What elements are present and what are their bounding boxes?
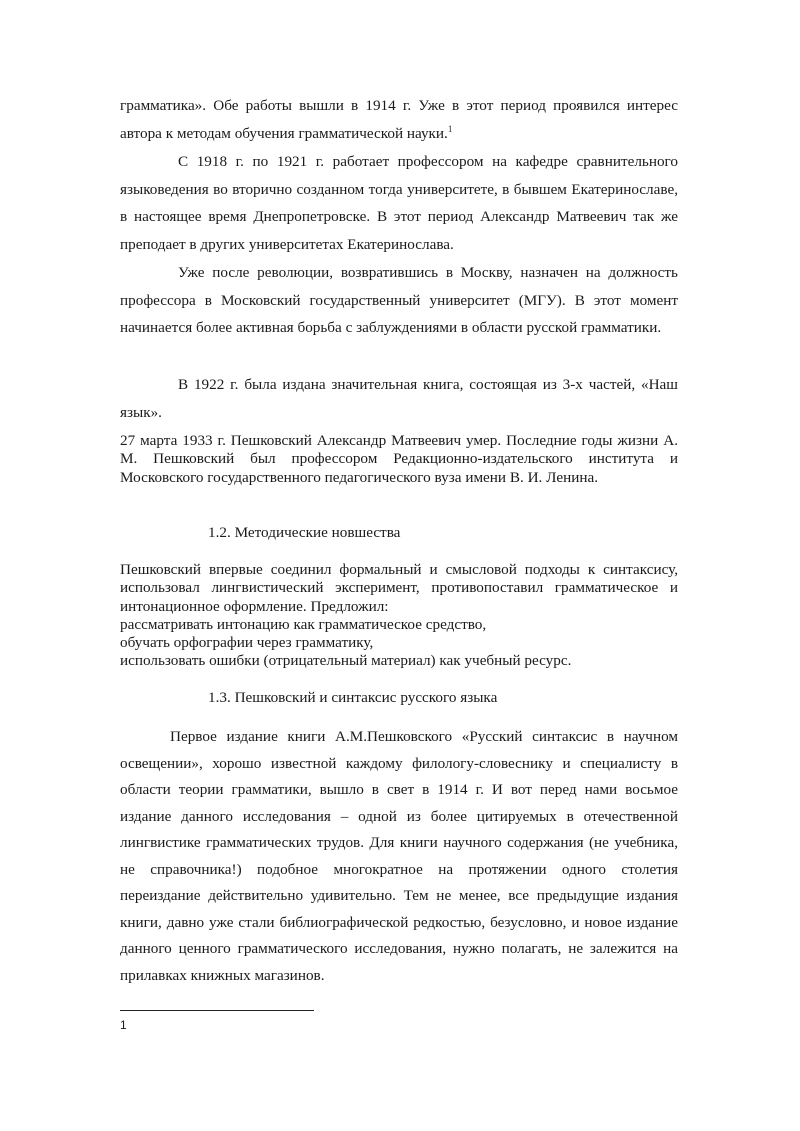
footnote-number: 1 <box>120 1018 127 1032</box>
paragraph-methods <box>120 561 678 671</box>
footnote <box>120 1016 127 1034</box>
section-heading-1-2: 1.2. Методические новшества <box>208 524 401 541</box>
paragraph-1918: С 1918 г. по 1921 г. работает профессором на кафедре сравнительного языковедения во вторично созданном тогда университете, в бывшем Екатеринославе, в настоящее время Днепропетровске. В этот период Александр Матвеевич так же преподает в других университетах Екатеринослава. <box>120 153 678 253</box>
methods-list-item: рассматривать интонацию как грамматическое средство, <box>120 615 487 633</box>
paragraph-death: 27 марта 1933 г. Пешковский Александр Матвеевич умер. Последние годы жизни А. М. Пешковский был профессором Редакционно-издательского института и Московского государственного педагогического вуза имени В. И. Ленина. <box>120 432 678 486</box>
paragraph-1922: В 1922 г. была издана значительная книга, состоящая из 3-х частей, «Наш язык». <box>120 376 678 421</box>
paragraph-syntax: Первое издание книги А.М.Пешковского «Русский синтаксис в научном освещении», хорошо известной каждому филологу-словеснику и специалисту в области теории грамматики, вышло в свет в 1914 г. И вот перед нами восьмое издание данного исследования – одной из более цитируемых в отечественной лингвистике грамматических трудов. Для книги научного содержания (не учебника, не справочника!) подобное многократное на протяжении одного столетия переиздание действительно удивительно. Тем не менее, все предыдущие издания книги, давно уже стали библиографической редкостью, безусловно, и новое издание данного ценного грамматического исследования, нужно полагать, не залежится на прилавках книжных магазинов. <box>120 728 678 984</box>
paragraph-intro-text: грамматика». Обе работы вышли в 1914 г. Уже в этот период проявился интерес автора к методам обучения грамматической науки. <box>120 97 678 142</box>
footnote-separator <box>120 1010 314 1011</box>
methods-list-item: обучать орфографии через грамматику, <box>120 634 374 652</box>
methods-intro: Пешковский впервые соединил формальный и смысловой подходы к синтаксису, использовал лингвистический эксперимент, противопоставил грамматическое и интонационное оформление. Предложил: <box>120 561 678 615</box>
paragraph-revolution: Уже после революции, возвратившись в Москву, назначен на должность профессора в Московский государственный университет (МГУ). В этот момент начинается более активная борьба с заблуждениями в области русской грамматики. <box>120 264 678 336</box>
paragraph-intro <box>120 92 678 147</box>
footnote-reference[interactable]: 1 <box>447 123 453 134</box>
methods-list-item: использовать ошибки (отрицательный материал) как учебный ресурс. <box>120 652 572 670</box>
section-heading-1-3: 1.3. Пешковский и синтаксис русского языка <box>208 689 498 706</box>
